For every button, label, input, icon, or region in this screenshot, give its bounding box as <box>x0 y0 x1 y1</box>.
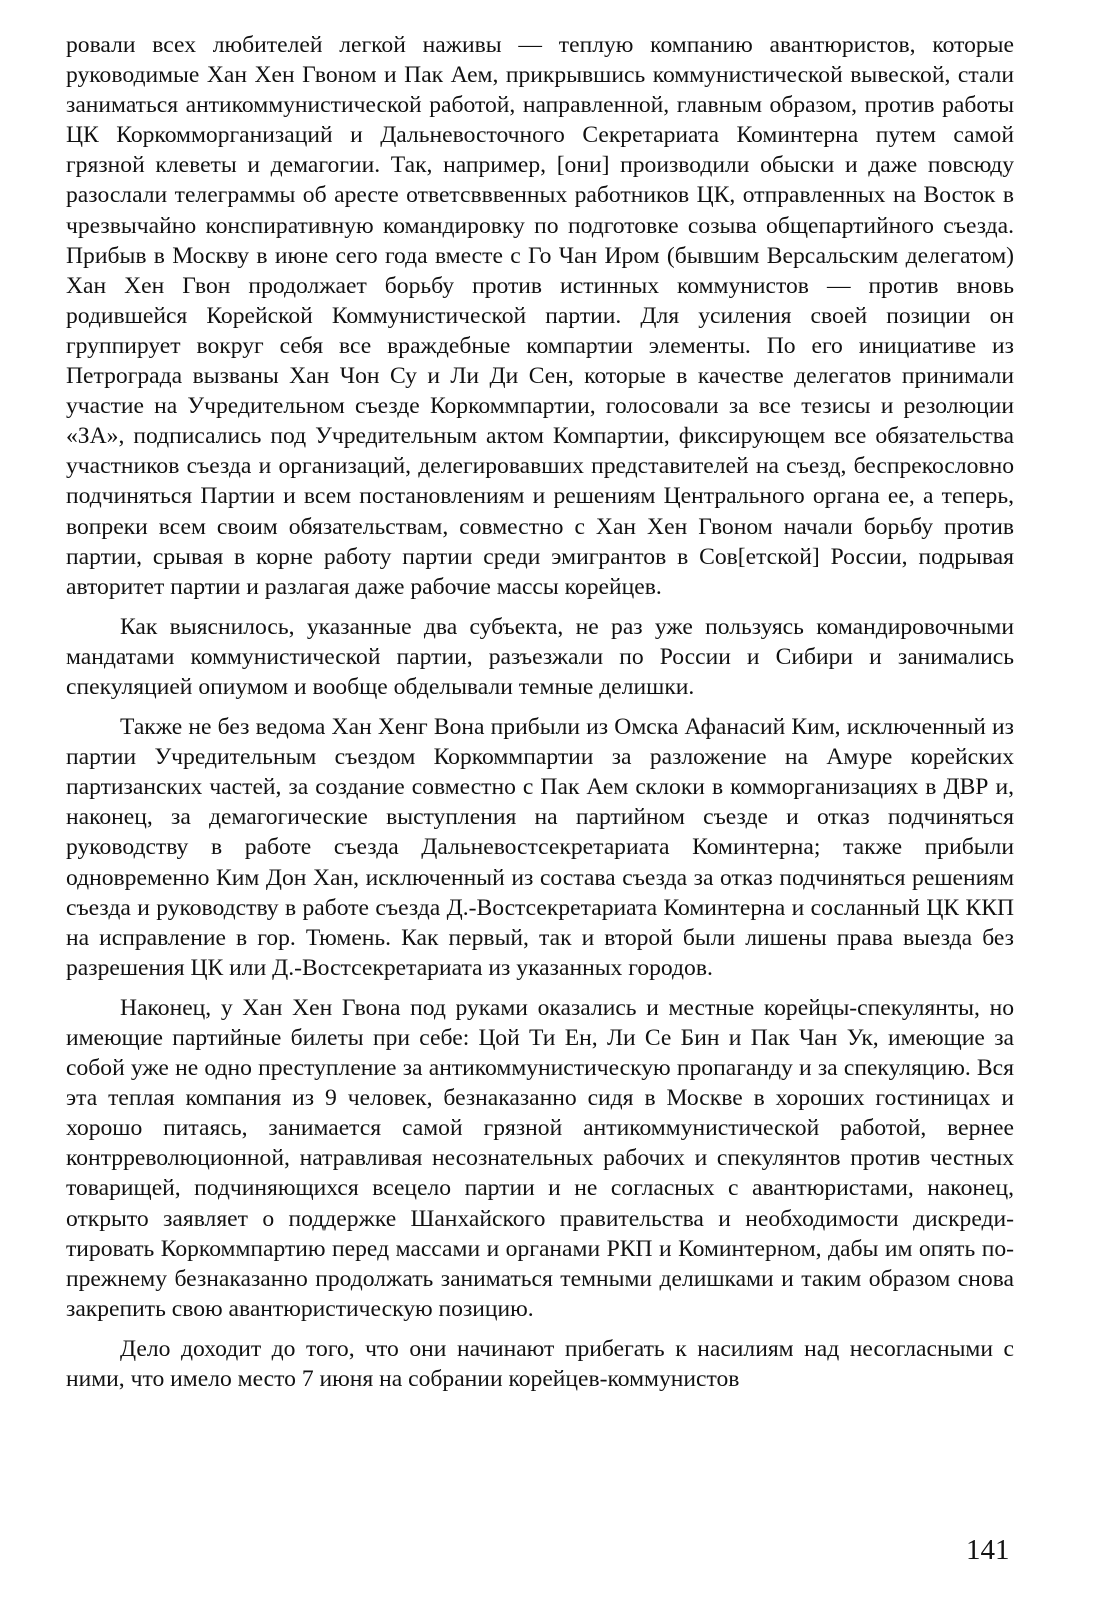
paragraph-5: Дело доходит до того, что они начинают прибегать к насилиям над несогласными с ними, что имело место 7 июня на собрании корейцев-коммунистов <box>66 1335 1014 1393</box>
paragraph-1: ровали всех любителей легкой наживы — теплую компанию авантюристов, которые руководимые Хан Хен Гвоном и Пак Аем, прикрывшись коммунистической вывеской, стали заниматься антикоммунистической работой, направленной, главным образом, против работы ЦК Коркомморганизаций и Дальневосточного Секретариата Коминтерна путем самой грязной клеветы и демагогии. Так, например, [они] производили обыски и даже повсюду разослали телеграммы об аресте ответсвввенных работников ЦК, отправленных на Восток в чрезвычайно конспиративную командировку по подготовке созыва общепартийного съезда. Прибыв в Москву в июне сего года вместе с Го Чан Иром (бывшим Версальским делегатом) Хан Хен Гвон продолжает борьбу против истинных коммунистов — против вновь родившейся Корейской Коммунистической партии. Для усиления своей позиции он группирует вокруг себя все враждебные компартии элементы. По его инициативе из Петрограда вызваны Хан Чон Су и Ли Ди Сен, которые в качестве делегатов принимали участие на Учредительном съезде Коркоммпартии, голосовали за все тезисы и резолюции «ЗА», подписались под Учредительным актом Компартии, фиксирующем все обязательства участников съезда и организаций, делегировавших представителей на съезд, беспрекословно подчиняться Партии и всем постановлениям и решениям Центрального органа ее, а теперь, вопреки всем своим обязательствам, совместно с Хан Хен Гвоном начали борьбу против партии, срывая в корне работу партии среди эмигрантов в Сов[етской] России, подрывая авторитет партии и разлагая даже рабочие массы корейцев. <box>66 32 1014 600</box>
paragraph-3: Также не без ведома Хан Хенг Вона прибыли из Омска Афанасий Ким, исключенный из партии Учредительным съездом Коркоммпартии за разложение на Амуре корейских партизанских частей, за создание совместно с Пак Аем склоки в комморганизациях в ДВР и, наконец, за демагогические выступления на партийном съезде и отказ подчиняться руководству в работе съезда Дальневостсекретариата Коминтерна; также прибыли одновременно Ким Дон Хан, исключенный из состава съезда за отказ подчиняться решениям съезда и руководству в работе съезда Д.-Востсекретариата Коминтерна и сосланный ЦК ККП на исправление в гор. Тюмень. Как первый, так и второй были лишены права выезда без разрешения ЦК или Д.-Востсекретариата из указанных городов. <box>66 714 1014 981</box>
page-number: 141 <box>966 1534 1010 1566</box>
paragraph-4: Наконец, у Хан Хен Гвона под руками оказались и местные корейцы-спекулянты, но имеющие партийные билеты при себе: Цой Ти Ен, Ли Се Бин и Пак Чан Ук, имеющие за собой уже не одно преступление за антикоммунистическую пропаганду и за спекуляцию. Вся эта теплая компания из 9 человек, безнаказанно сидя в Москве в хороших гостиницах и хорошо питаясь, занимается самой грязной антикоммунистической работой, вернее контрреволюционной, натравливая несознательных рабочих и спекулянтов против честных товарищей, подчиняющихся всецело партии и не согласных с авантюристами, наконец, открыто заявляет о поддержке Шанхайского правительства и необходимости дискредитировать Коркоммпартию перед массами и органами РКП и Коминтерном, дабы им опять по-прежнему безнаказанно продолжать заниматься темными делишками и таким образом снова закрепить свою авантюристическую позицию. <box>66 994 1014 1322</box>
page-body <box>66 30 1014 1394</box>
paragraph-2: Как выяснилось, указанные два субъекта, не раз уже пользуясь командировочными мандатами коммунистической партии, разъезжали по России и Сибири и занимались спекуляцией опиумом и вообще обделывали темные делишки. <box>66 613 1014 700</box>
